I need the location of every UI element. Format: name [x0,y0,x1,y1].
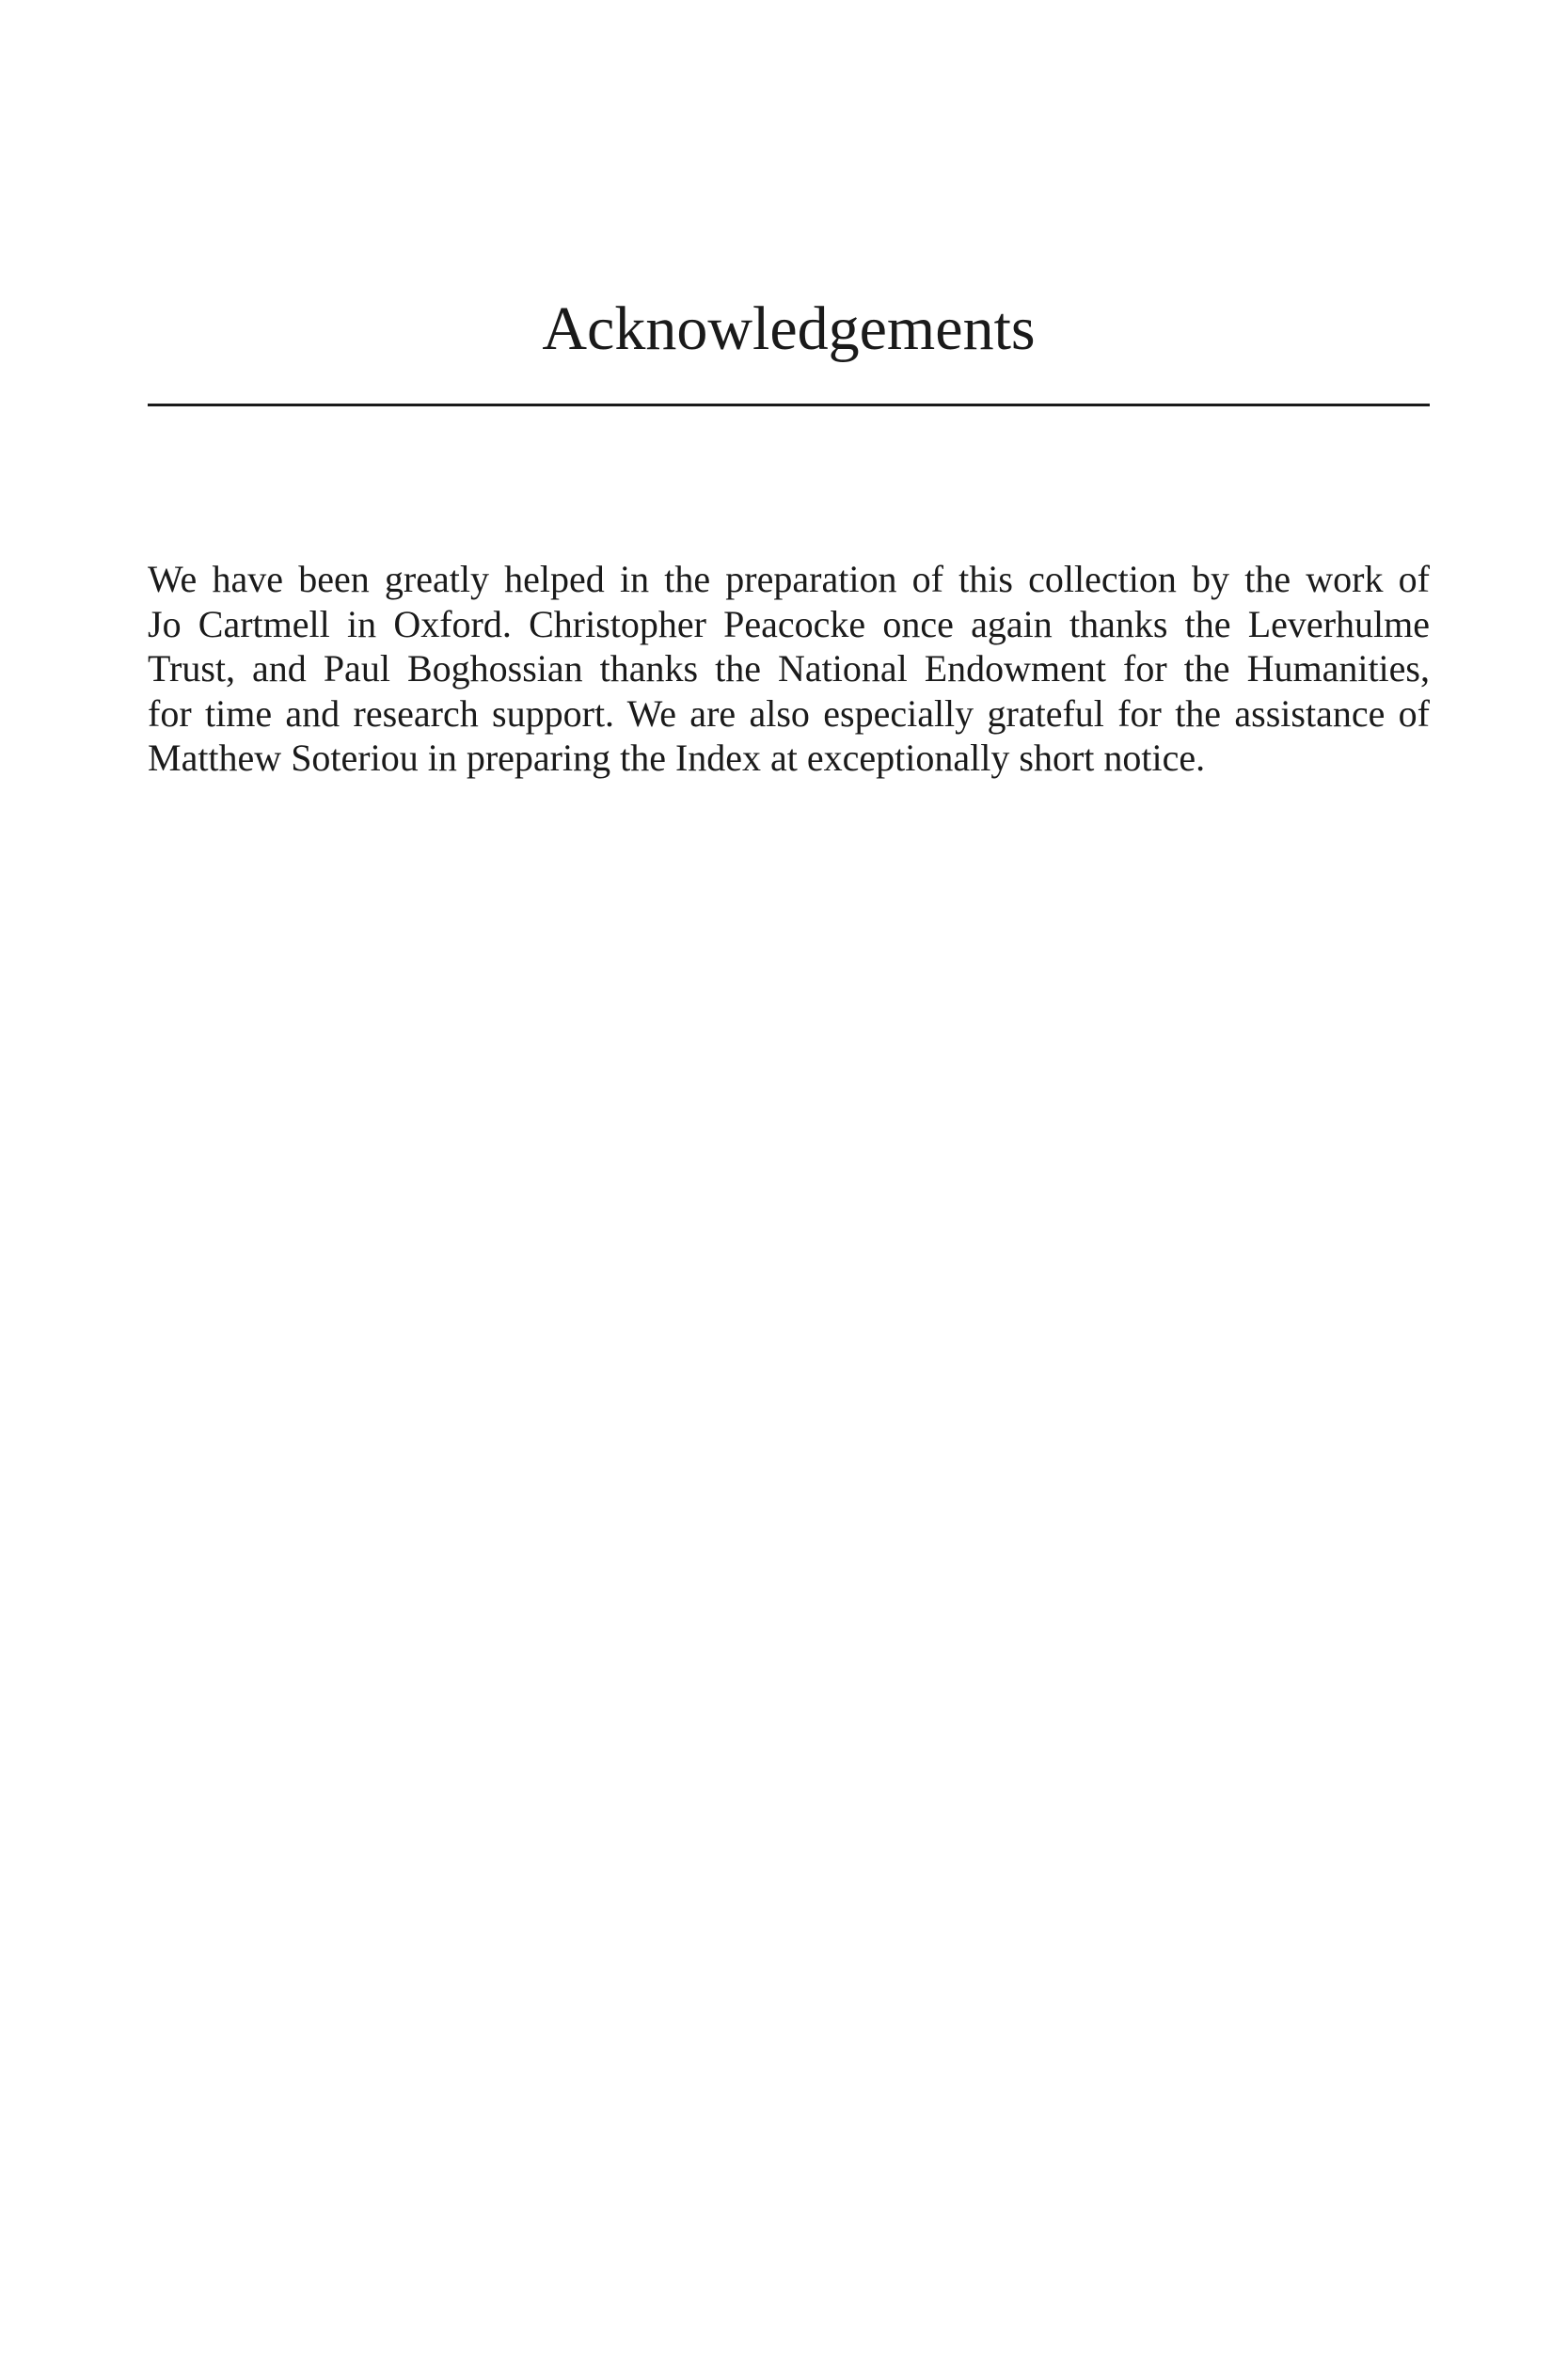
paragraph-line: We have been greatly helped in the preparation of this collection by the work of [148,558,1430,600]
paragraph-line: Jo Cartmell in Oxford. Christopher Peacocke once again thanks the Leverhulme [148,602,1430,645]
page-title: Acknowledgements [542,294,1036,363]
paragraph-line: for time and research support. We are also especially grateful for the assistance of [148,691,1430,735]
title-rule [148,404,1430,406]
acknowledgements-paragraph [148,557,1430,781]
paragraph-line: Trust, and Paul Boghossian thanks the National Endowment for the Humanities, [148,647,1430,690]
paragraph-line: Matthew Soteriou in preparing the Index at exceptionally short notice. [148,737,1206,779]
